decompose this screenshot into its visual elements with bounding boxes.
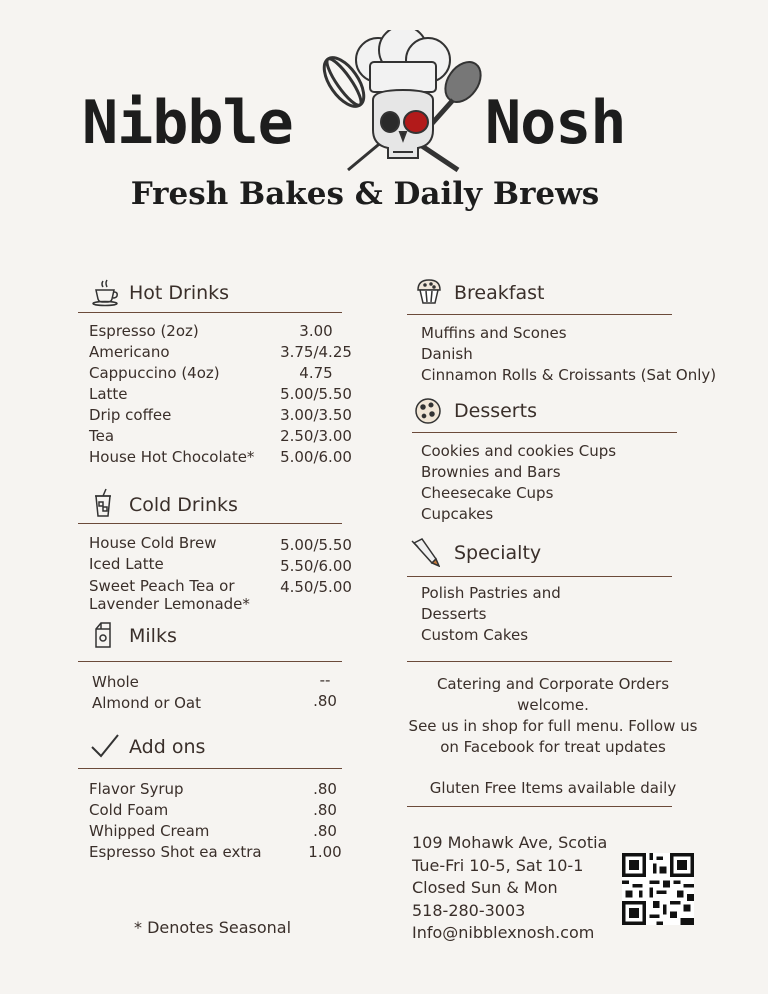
hours: Closed Sun & Mon xyxy=(412,878,558,897)
list-item: House Hot Chocolate* xyxy=(89,448,255,466)
menu-note: on Facebook for treat updates xyxy=(440,738,666,756)
list-item: Latte xyxy=(89,385,128,403)
hot-drinks-list xyxy=(89,321,254,468)
section-title-milks: Milks xyxy=(129,625,177,647)
list-item: Almond or Oat xyxy=(92,694,202,712)
list-item: Whipped Cream xyxy=(89,822,210,840)
chef-skull-logo xyxy=(318,30,488,180)
qr-code[interactable] xyxy=(622,853,694,925)
price: 5.50/6.00 xyxy=(280,557,352,575)
list-item: Americano xyxy=(89,343,170,361)
list-item: Lavender Lemonade* xyxy=(89,595,250,613)
price: 3.75/4.25 xyxy=(280,343,352,361)
add-ons-list xyxy=(89,779,262,863)
cold-drinks-prices xyxy=(276,535,356,598)
list-item: Drip coffee xyxy=(89,406,172,424)
list-item: Cappuccino (4oz) xyxy=(89,364,220,382)
list-item: Sweet Peach Tea or xyxy=(89,577,235,595)
cold-drinks-list xyxy=(89,533,250,613)
price: -- xyxy=(319,671,331,689)
catering-note: Catering and Corporate Orders xyxy=(436,675,670,693)
list-item: Espresso (2oz) xyxy=(89,322,199,340)
divider xyxy=(407,314,672,315)
list-item: Polish Pastries and xyxy=(421,584,561,602)
list-item: Whole xyxy=(92,673,139,691)
price: 3.00/3.50 xyxy=(280,406,352,424)
price: 4.75 xyxy=(299,364,333,382)
add-ons-prices xyxy=(285,779,365,863)
price: .80 xyxy=(313,822,337,840)
divider xyxy=(407,576,672,577)
price: 3.00 xyxy=(299,322,333,340)
list-item: Muffins and Scones xyxy=(421,324,567,342)
price: 1.00 xyxy=(308,843,342,861)
hours: Tue-Fri 10-5, Sat 10-1 xyxy=(412,855,584,875)
price: .80 xyxy=(313,692,337,710)
milks-list xyxy=(92,672,201,714)
list-item: House Cold Brew xyxy=(89,534,217,552)
address: 109 Mohawk Ave, Scotia xyxy=(412,833,608,852)
section-title-desserts: Desserts xyxy=(454,400,537,422)
price: .80 xyxy=(313,801,337,819)
section-title-hot-drinks: Hot Drinks xyxy=(129,282,230,304)
gluten-free-note: Gluten Free Items available daily xyxy=(429,779,677,797)
iced-drink-icon xyxy=(88,488,118,518)
section-title-breakfast: Breakfast xyxy=(454,282,545,304)
piping-bag-icon xyxy=(410,537,440,567)
phone: 518-280-3003 xyxy=(412,900,526,920)
list-item: Iced Latte xyxy=(89,555,164,573)
desserts-list xyxy=(421,441,616,525)
price: 5.00/6.00 xyxy=(280,448,352,466)
specialty-list xyxy=(421,583,561,646)
list-item: Cookies and cookies Cups xyxy=(421,442,617,460)
catering-note: welcome. xyxy=(517,696,589,714)
divider xyxy=(78,312,342,313)
info-notes xyxy=(400,674,706,799)
email[interactable]: Info@nibblexnosh.com xyxy=(412,923,595,942)
list-item: Flavor Syrup xyxy=(89,780,184,798)
seasonal-note: * Denotes Seasonal xyxy=(134,918,292,937)
section-title-specialty: Specialty xyxy=(454,542,542,564)
milks-prices xyxy=(285,670,365,712)
divider xyxy=(78,661,342,662)
list-item: Tea xyxy=(89,427,115,445)
brand-name-right: Nosh xyxy=(485,88,626,158)
contact-info xyxy=(412,832,607,945)
divider xyxy=(412,432,677,433)
coffee-cup-icon xyxy=(90,277,120,307)
tagline: Fresh Bakes & Daily Brews xyxy=(130,176,600,212)
milk-carton-icon xyxy=(88,619,118,649)
price: 4.50/5.00 xyxy=(280,578,352,596)
list-item: Cheesecake Cups xyxy=(421,484,554,502)
list-item: Danish xyxy=(421,345,473,363)
brand-name-left: Nibble xyxy=(82,88,293,158)
price: 5.00/5.50 xyxy=(280,536,352,554)
divider xyxy=(78,768,342,769)
list-item: Desserts xyxy=(421,605,487,623)
list-item: Cinnamon Rolls & Croissants (Sat Only) xyxy=(421,366,717,384)
menu-note: See us in shop for full menu. Follow us xyxy=(408,717,698,735)
list-item: Cold Foam xyxy=(89,801,169,819)
price: 5.00/5.50 xyxy=(280,385,352,403)
muffin-icon xyxy=(414,276,444,306)
hot-drinks-prices xyxy=(276,321,356,468)
checkmark-icon xyxy=(90,731,120,761)
divider xyxy=(407,661,672,662)
cookie-icon xyxy=(413,396,443,426)
divider xyxy=(407,806,672,807)
list-item: Custom Cakes xyxy=(421,626,529,644)
list-item: Espresso Shot ea extra xyxy=(89,843,262,861)
divider xyxy=(78,523,342,524)
section-title-cold-drinks: Cold Drinks xyxy=(129,494,238,516)
price: 2.50/3.00 xyxy=(280,427,352,445)
list-item: Brownies and Bars xyxy=(421,463,561,481)
section-title-add-ons: Add ons xyxy=(129,736,206,758)
list-item: Cupcakes xyxy=(421,505,494,523)
breakfast-list xyxy=(421,323,716,386)
price: .80 xyxy=(313,780,337,798)
